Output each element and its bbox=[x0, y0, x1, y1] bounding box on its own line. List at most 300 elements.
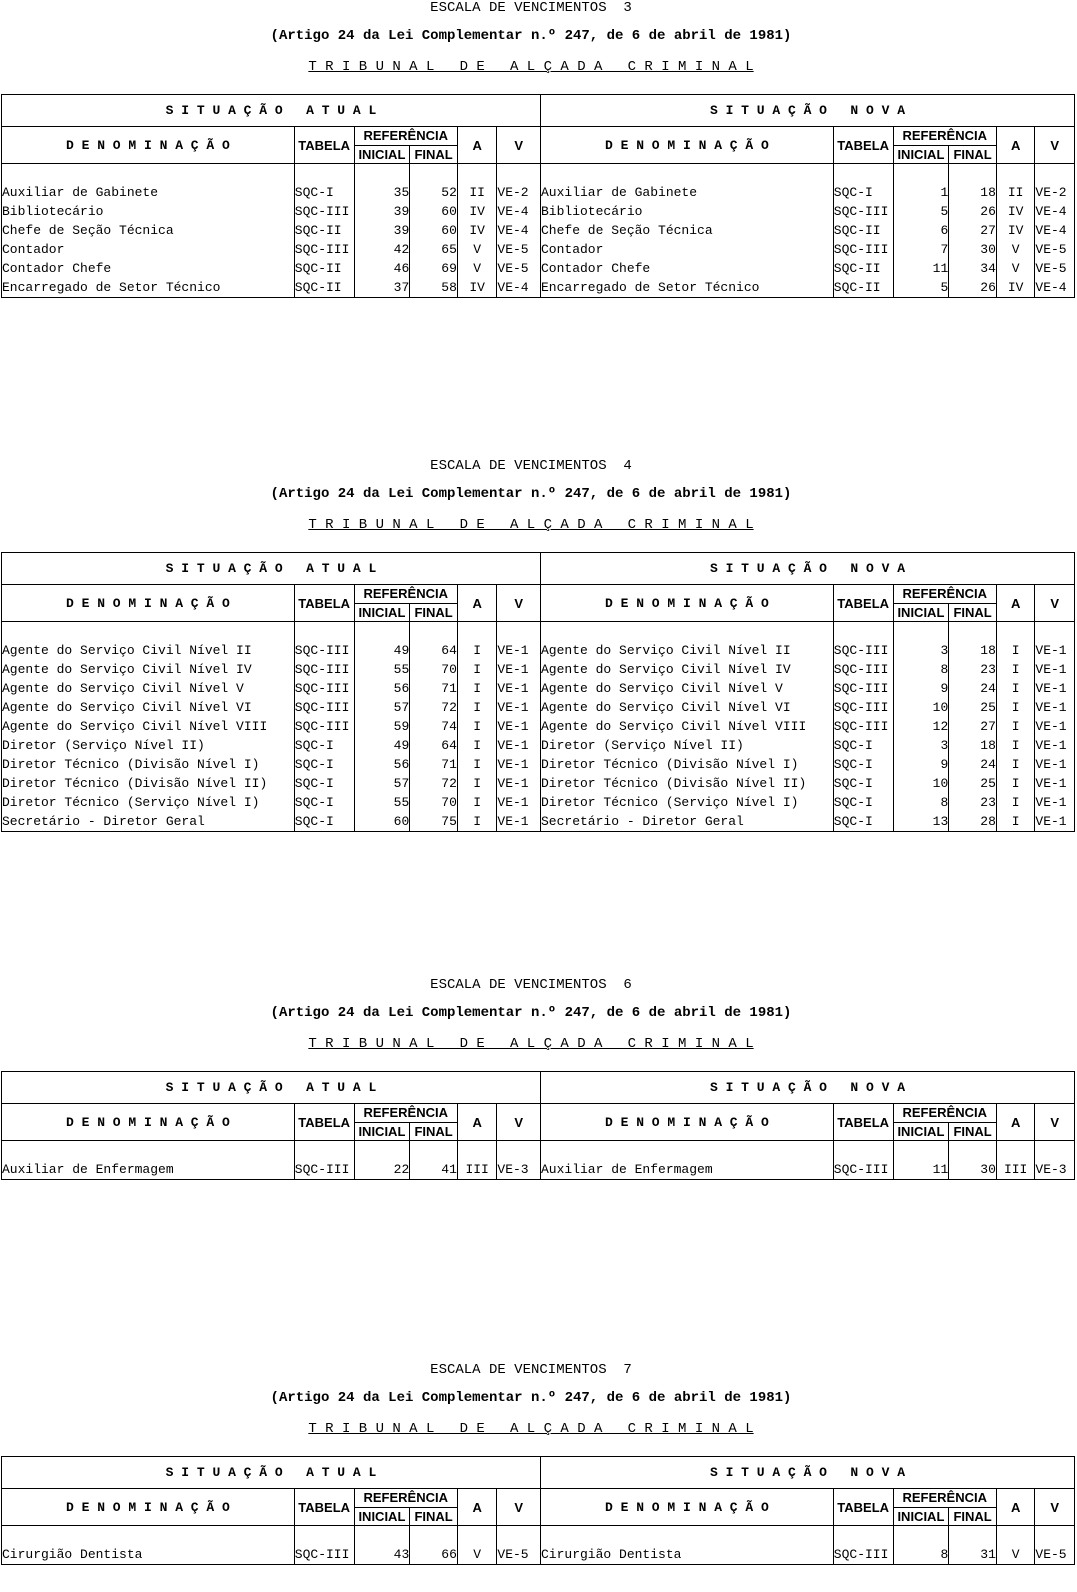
table-row bbox=[2, 793, 1075, 812]
table-spacer bbox=[2, 622, 1075, 642]
denominacao-header: D E N O M I N A Ç Ã O bbox=[2, 1104, 295, 1141]
cell-v: VE-1 bbox=[497, 660, 541, 679]
spacer-cell bbox=[294, 1526, 354, 1546]
situacao-atual-header: S I T U A Ç Ã O A T U A L bbox=[2, 553, 541, 585]
scale-title: ESCALA DE VENCIMENTOS 3 bbox=[430, 0, 632, 16]
inicial-header: INICIAL bbox=[354, 145, 410, 164]
cell-ref-final: 72 bbox=[410, 698, 458, 717]
cell-tabela: SQC-III bbox=[294, 679, 354, 698]
cell-v: VE-1 bbox=[1035, 679, 1075, 698]
cell-a: I bbox=[996, 717, 1035, 736]
law-reference: (Artigo 24 da Lei Complementar n.º 247, de 6 de abril de 1981) bbox=[270, 28, 792, 44]
cell-denominacao: Agente do Serviço Civil Nível VIII bbox=[541, 717, 834, 736]
v-header: V bbox=[497, 127, 541, 164]
cell-tabela: SQC-I bbox=[294, 736, 354, 755]
cell-denominacao: Cirurgião Dentista bbox=[541, 1545, 834, 1565]
spacer-cell bbox=[294, 164, 354, 184]
spacer-cell bbox=[410, 164, 458, 184]
cell-a: II bbox=[457, 183, 497, 202]
cell-ref-inicial: 60 bbox=[354, 812, 410, 832]
salary-table bbox=[1, 1071, 1075, 1180]
spacer-cell bbox=[2, 622, 295, 642]
cell-ref-final: 70 bbox=[410, 660, 458, 679]
cell-v: VE-4 bbox=[1035, 278, 1075, 298]
cell-denominacao: Agente do Serviço Civil Nível IV bbox=[2, 660, 295, 679]
cell-ref-final: 70 bbox=[410, 793, 458, 812]
cell-a: I bbox=[457, 717, 497, 736]
spacer-cell bbox=[457, 164, 497, 184]
denominacao-header: D E N O M I N A Ç Ã O bbox=[2, 585, 295, 622]
spacer-cell bbox=[893, 622, 949, 642]
cell-v: VE-5 bbox=[1035, 1545, 1075, 1565]
tabela-header: TABELA bbox=[294, 1489, 354, 1526]
cell-a: I bbox=[457, 755, 497, 774]
cell-v: VE-3 bbox=[497, 1160, 541, 1180]
final-header: FINAL bbox=[949, 1507, 997, 1526]
referencia-header: REFERÊNCIA bbox=[354, 1489, 457, 1508]
spacer-cell bbox=[893, 1526, 949, 1546]
spacer-cell bbox=[949, 622, 997, 642]
inicial-header: INICIAL bbox=[354, 1122, 410, 1141]
cell-denominacao: Secretário - Diretor Geral bbox=[2, 812, 295, 832]
table-row bbox=[2, 755, 1075, 774]
cell-v: VE-5 bbox=[497, 240, 541, 259]
cell-v: VE-1 bbox=[497, 736, 541, 755]
cell-tabela: SQC-II bbox=[833, 259, 893, 278]
cell-ref-final: 31 bbox=[949, 1545, 997, 1565]
cell-v: VE-1 bbox=[497, 679, 541, 698]
table-row bbox=[2, 1160, 1075, 1180]
v-header: V bbox=[1035, 1489, 1075, 1526]
spacer-cell bbox=[457, 1526, 497, 1546]
cell-tabela: SQC-I bbox=[833, 793, 893, 812]
cell-tabela: SQC-III bbox=[833, 717, 893, 736]
cell-denominacao: Agente do Serviço Civil Nível II bbox=[541, 641, 834, 660]
spacer-cell bbox=[833, 1526, 893, 1546]
referencia-header: REFERÊNCIA bbox=[354, 1104, 457, 1123]
table-row bbox=[2, 259, 1075, 278]
cell-v: VE-1 bbox=[497, 774, 541, 793]
v-header: V bbox=[497, 1104, 541, 1141]
cell-denominacao: Bibliotecário bbox=[541, 202, 834, 221]
cell-ref-final: 58 bbox=[410, 278, 458, 298]
cell-v: VE-4 bbox=[497, 221, 541, 240]
cell-v: VE-1 bbox=[497, 793, 541, 812]
inicial-header: INICIAL bbox=[354, 1507, 410, 1526]
spacer-cell bbox=[996, 1526, 1035, 1546]
cell-ref-inicial: 11 bbox=[893, 259, 949, 278]
cell-denominacao: Chefe de Seção Técnica bbox=[2, 221, 295, 240]
cell-denominacao: Diretor (Serviço Nível II) bbox=[2, 736, 295, 755]
salary-table bbox=[1, 94, 1075, 298]
cell-v: VE-5 bbox=[497, 259, 541, 278]
cell-a: IV bbox=[996, 221, 1035, 240]
cell-v: VE-1 bbox=[497, 812, 541, 832]
cell-tabela: SQC-III bbox=[833, 679, 893, 698]
cell-a: I bbox=[457, 698, 497, 717]
cell-a: II bbox=[996, 183, 1035, 202]
a-header: A bbox=[457, 127, 497, 164]
cell-ref-final: 28 bbox=[949, 812, 997, 832]
spacer-cell bbox=[410, 622, 458, 642]
cell-ref-inicial: 8 bbox=[893, 1545, 949, 1565]
cell-ref-inicial: 10 bbox=[893, 774, 949, 793]
cell-denominacao: Agente do Serviço Civil Nível VI bbox=[541, 698, 834, 717]
spacer-cell bbox=[541, 622, 834, 642]
cell-a: III bbox=[996, 1160, 1035, 1180]
spacer-cell bbox=[893, 1141, 949, 1161]
cell-ref-inicial: 39 bbox=[354, 202, 410, 221]
cell-v: VE-1 bbox=[497, 641, 541, 660]
cell-v: VE-1 bbox=[1035, 774, 1075, 793]
cell-denominacao: Auxiliar de Gabinete bbox=[541, 183, 834, 202]
cell-denominacao: Diretor (Serviço Nível II) bbox=[541, 736, 834, 755]
cell-ref-final: 23 bbox=[949, 793, 997, 812]
cell-ref-final: 18 bbox=[949, 641, 997, 660]
cell-a: I bbox=[996, 736, 1035, 755]
cell-denominacao: Agente do Serviço Civil Nível V bbox=[2, 679, 295, 698]
tabela-header: TABELA bbox=[833, 127, 893, 164]
v-header: V bbox=[497, 1489, 541, 1526]
cell-ref-final: 23 bbox=[949, 660, 997, 679]
cell-a: I bbox=[457, 774, 497, 793]
salary-table bbox=[1, 1456, 1075, 1565]
cell-denominacao: Auxiliar de Enfermagem bbox=[541, 1160, 834, 1180]
cell-v: VE-1 bbox=[497, 717, 541, 736]
cell-ref-final: 71 bbox=[410, 755, 458, 774]
spacer-cell bbox=[541, 164, 834, 184]
cell-ref-final: 71 bbox=[410, 679, 458, 698]
cell-ref-final: 60 bbox=[410, 202, 458, 221]
cell-tabela: SQC-I bbox=[833, 774, 893, 793]
spacer-cell bbox=[541, 1141, 834, 1161]
table-row bbox=[2, 278, 1075, 298]
cell-tabela: SQC-III bbox=[833, 240, 893, 259]
cell-ref-final: 64 bbox=[410, 736, 458, 755]
spacer-cell bbox=[833, 1141, 893, 1161]
court-name: T R I B U N A L D E A L Ç A D A C R I M I N A L bbox=[308, 1421, 754, 1437]
cell-ref-final: 27 bbox=[949, 221, 997, 240]
a-header: A bbox=[996, 1104, 1035, 1141]
spacer-cell bbox=[294, 1141, 354, 1161]
spacer-cell bbox=[354, 1141, 410, 1161]
cell-tabela: SQC-I bbox=[833, 736, 893, 755]
cell-a: I bbox=[457, 736, 497, 755]
cell-tabela: SQC-I bbox=[833, 183, 893, 202]
cell-denominacao: Agente do Serviço Civil Nível VIII bbox=[2, 717, 295, 736]
final-header: FINAL bbox=[410, 1122, 458, 1141]
final-header: FINAL bbox=[949, 603, 997, 622]
spacer-cell bbox=[949, 164, 997, 184]
table-row bbox=[2, 240, 1075, 259]
cell-ref-inicial: 9 bbox=[893, 755, 949, 774]
spacer-cell bbox=[2, 164, 295, 184]
cell-denominacao: Agente do Serviço Civil Nível IV bbox=[541, 660, 834, 679]
cell-ref-inicial: 49 bbox=[354, 641, 410, 660]
cell-ref-inicial: 22 bbox=[354, 1160, 410, 1180]
cell-a: I bbox=[457, 660, 497, 679]
cell-ref-inicial: 7 bbox=[893, 240, 949, 259]
situacao-nova-header: S I T U A Ç Ã O N O V A bbox=[541, 1457, 1075, 1489]
cell-ref-inicial: 59 bbox=[354, 717, 410, 736]
cell-ref-final: 18 bbox=[949, 183, 997, 202]
v-header: V bbox=[1035, 127, 1075, 164]
cell-a: IV bbox=[457, 278, 497, 298]
cell-denominacao: Secretário - Diretor Geral bbox=[541, 812, 834, 832]
cell-tabela: SQC-II bbox=[294, 278, 354, 298]
cell-denominacao: Auxiliar de Gabinete bbox=[2, 183, 295, 202]
cell-a: V bbox=[996, 1545, 1035, 1565]
cell-denominacao: Diretor Técnico (Serviço Nível I) bbox=[2, 793, 295, 812]
cell-tabela: SQC-I bbox=[294, 793, 354, 812]
spacer-cell bbox=[354, 622, 410, 642]
cell-denominacao: Agente do Serviço Civil Nível V bbox=[541, 679, 834, 698]
cell-ref-inicial: 3 bbox=[893, 641, 949, 660]
spacer-cell bbox=[2, 1141, 295, 1161]
cell-ref-final: 64 bbox=[410, 641, 458, 660]
denominacao-header: D E N O M I N A Ç Ã O bbox=[541, 585, 834, 622]
cell-a: I bbox=[996, 698, 1035, 717]
spacer-cell bbox=[996, 1141, 1035, 1161]
denominacao-header: D E N O M I N A Ç Ã O bbox=[2, 127, 295, 164]
tabela-header: TABELA bbox=[833, 1104, 893, 1141]
referencia-header: REFERÊNCIA bbox=[893, 1489, 996, 1508]
cell-a: V bbox=[996, 259, 1035, 278]
cell-v: VE-1 bbox=[1035, 755, 1075, 774]
cell-ref-final: 69 bbox=[410, 259, 458, 278]
spacer-cell bbox=[497, 622, 541, 642]
cell-tabela: SQC-I bbox=[833, 755, 893, 774]
cell-denominacao: Contador Chefe bbox=[2, 259, 295, 278]
cell-v: VE-1 bbox=[1035, 736, 1075, 755]
cell-a: V bbox=[996, 240, 1035, 259]
cell-tabela: SQC-I bbox=[294, 812, 354, 832]
cell-tabela: SQC-I bbox=[294, 774, 354, 793]
scale-title: ESCALA DE VENCIMENTOS 7 bbox=[430, 1362, 632, 1378]
spacer-cell bbox=[354, 1526, 410, 1546]
cell-ref-final: 30 bbox=[949, 1160, 997, 1180]
denominacao-header: D E N O M I N A Ç Ã O bbox=[541, 1104, 834, 1141]
table-row bbox=[2, 641, 1075, 660]
cell-a: I bbox=[996, 774, 1035, 793]
cell-a: V bbox=[457, 240, 497, 259]
table-row bbox=[2, 183, 1075, 202]
cell-ref-final: 66 bbox=[410, 1545, 458, 1565]
cell-ref-inicial: 6 bbox=[893, 221, 949, 240]
tabela-header: TABELA bbox=[833, 1489, 893, 1526]
cell-tabela: SQC-III bbox=[833, 1545, 893, 1565]
cell-a: I bbox=[457, 679, 497, 698]
v-header: V bbox=[1035, 585, 1075, 622]
cell-denominacao: Contador bbox=[2, 240, 295, 259]
cell-ref-final: 25 bbox=[949, 698, 997, 717]
spacer-cell bbox=[1035, 1141, 1075, 1161]
cell-tabela: SQC-III bbox=[833, 202, 893, 221]
table-row bbox=[2, 812, 1075, 832]
cell-ref-final: 41 bbox=[410, 1160, 458, 1180]
cell-tabela: SQC-III bbox=[294, 641, 354, 660]
inicial-header: INICIAL bbox=[354, 603, 410, 622]
cell-v: VE-1 bbox=[1035, 660, 1075, 679]
cell-ref-inicial: 3 bbox=[893, 736, 949, 755]
cell-v: VE-4 bbox=[1035, 221, 1075, 240]
spacer-cell bbox=[410, 1526, 458, 1546]
cell-ref-final: 24 bbox=[949, 679, 997, 698]
cell-a: I bbox=[996, 755, 1035, 774]
cell-tabela: SQC-I bbox=[294, 183, 354, 202]
cell-ref-inicial: 57 bbox=[354, 774, 410, 793]
cell-tabela: SQC-II bbox=[833, 278, 893, 298]
cell-denominacao: Auxiliar de Enfermagem bbox=[2, 1160, 295, 1180]
cell-v: VE-1 bbox=[497, 698, 541, 717]
cell-a: V bbox=[457, 259, 497, 278]
table-row bbox=[2, 1545, 1075, 1565]
cell-v: VE-2 bbox=[497, 183, 541, 202]
cell-denominacao: Contador Chefe bbox=[541, 259, 834, 278]
cell-a: IV bbox=[996, 202, 1035, 221]
cell-ref-final: 65 bbox=[410, 240, 458, 259]
spacer-cell bbox=[833, 622, 893, 642]
cell-v: VE-1 bbox=[1035, 717, 1075, 736]
cell-ref-inicial: 11 bbox=[893, 1160, 949, 1180]
final-header: FINAL bbox=[410, 603, 458, 622]
cell-a: I bbox=[996, 793, 1035, 812]
spacer-cell bbox=[949, 1141, 997, 1161]
spacer-cell bbox=[457, 1141, 497, 1161]
cell-tabela: SQC-III bbox=[294, 698, 354, 717]
table-row bbox=[2, 660, 1075, 679]
tabela-header: TABELA bbox=[833, 585, 893, 622]
cell-v: VE-5 bbox=[1035, 259, 1075, 278]
cell-ref-inicial: 10 bbox=[893, 698, 949, 717]
cell-tabela: SQC-III bbox=[294, 240, 354, 259]
cell-ref-final: 30 bbox=[949, 240, 997, 259]
cell-ref-final: 75 bbox=[410, 812, 458, 832]
cell-v: VE-4 bbox=[1035, 202, 1075, 221]
cell-tabela: SQC-III bbox=[833, 641, 893, 660]
cell-a: I bbox=[996, 660, 1035, 679]
inicial-header: INICIAL bbox=[893, 603, 949, 622]
cell-denominacao: Diretor Técnico (Divisão Nível I) bbox=[541, 755, 834, 774]
cell-ref-inicial: 8 bbox=[893, 660, 949, 679]
cell-tabela: SQC-III bbox=[294, 717, 354, 736]
cell-a: I bbox=[457, 812, 497, 832]
cell-ref-final: 60 bbox=[410, 221, 458, 240]
spacer-cell bbox=[1035, 1526, 1075, 1546]
cell-denominacao: Cirurgião Dentista bbox=[2, 1545, 295, 1565]
cell-a: I bbox=[996, 679, 1035, 698]
spacer-cell bbox=[294, 622, 354, 642]
table-row bbox=[2, 774, 1075, 793]
cell-tabela: SQC-I bbox=[294, 755, 354, 774]
spacer-cell bbox=[457, 622, 497, 642]
a-header: A bbox=[457, 1489, 497, 1526]
cell-a: IV bbox=[457, 202, 497, 221]
cell-tabela: SQC-II bbox=[833, 221, 893, 240]
table-row bbox=[2, 736, 1075, 755]
spacer-cell bbox=[354, 164, 410, 184]
denominacao-header: D E N O M I N A Ç Ã O bbox=[541, 1489, 834, 1526]
cell-ref-inicial: 55 bbox=[354, 793, 410, 812]
cell-tabela: SQC-III bbox=[833, 1160, 893, 1180]
table-spacer bbox=[2, 1141, 1075, 1161]
cell-ref-inicial: 55 bbox=[354, 660, 410, 679]
final-header: FINAL bbox=[410, 145, 458, 164]
cell-v: VE-1 bbox=[1035, 698, 1075, 717]
cell-denominacao: Contador bbox=[541, 240, 834, 259]
cell-ref-inicial: 1 bbox=[893, 183, 949, 202]
cell-ref-inicial: 8 bbox=[893, 793, 949, 812]
cell-a: III bbox=[457, 1160, 497, 1180]
cell-ref-inicial: 56 bbox=[354, 679, 410, 698]
cell-ref-final: 52 bbox=[410, 183, 458, 202]
cell-a: IV bbox=[996, 278, 1035, 298]
court-name: T R I B U N A L D E A L Ç A D A C R I M I N A L bbox=[308, 1036, 754, 1052]
referencia-header: REFERÊNCIA bbox=[893, 127, 996, 146]
cell-a: IV bbox=[457, 221, 497, 240]
cell-tabela: SQC-II bbox=[294, 259, 354, 278]
tabela-header: TABELA bbox=[294, 585, 354, 622]
cell-tabela: SQC-III bbox=[833, 660, 893, 679]
referencia-header: REFERÊNCIA bbox=[354, 127, 457, 146]
scale-title: ESCALA DE VENCIMENTOS 6 bbox=[430, 977, 632, 993]
cell-denominacao: Diretor Técnico (Serviço Nível I) bbox=[541, 793, 834, 812]
cell-ref-inicial: 37 bbox=[354, 278, 410, 298]
spacer-cell bbox=[949, 1526, 997, 1546]
a-header: A bbox=[996, 127, 1035, 164]
spacer-cell bbox=[497, 1141, 541, 1161]
cell-a: I bbox=[457, 793, 497, 812]
cell-v: VE-5 bbox=[1035, 240, 1075, 259]
cell-ref-inicial: 39 bbox=[354, 221, 410, 240]
cell-ref-final: 24 bbox=[949, 755, 997, 774]
table-row bbox=[2, 202, 1075, 221]
inicial-header: INICIAL bbox=[893, 1507, 949, 1526]
table-row bbox=[2, 698, 1075, 717]
cell-ref-inicial: 12 bbox=[893, 717, 949, 736]
table-row bbox=[2, 679, 1075, 698]
cell-ref-final: 18 bbox=[949, 736, 997, 755]
cell-denominacao: Diretor Técnico (Divisão Nível I) bbox=[2, 755, 295, 774]
cell-ref-final: 74 bbox=[410, 717, 458, 736]
cell-a: I bbox=[457, 641, 497, 660]
court-name: T R I B U N A L D E A L Ç A D A C R I M I N A L bbox=[308, 59, 754, 75]
cell-tabela: SQC-III bbox=[294, 1545, 354, 1565]
final-header: FINAL bbox=[949, 145, 997, 164]
cell-ref-inicial: 57 bbox=[354, 698, 410, 717]
cell-denominacao: Agente do Serviço Civil Nível II bbox=[2, 641, 295, 660]
cell-ref-final: 25 bbox=[949, 774, 997, 793]
cell-v: VE-2 bbox=[1035, 183, 1075, 202]
cell-denominacao: Chefe de Seção Técnica bbox=[541, 221, 834, 240]
cell-a: V bbox=[457, 1545, 497, 1565]
cell-v: VE-5 bbox=[497, 1545, 541, 1565]
cell-ref-inicial: 56 bbox=[354, 755, 410, 774]
cell-denominacao: Encarregado de Setor Técnico bbox=[2, 278, 295, 298]
v-header: V bbox=[1035, 1104, 1075, 1141]
law-reference: (Artigo 24 da Lei Complementar n.º 247, de 6 de abril de 1981) bbox=[270, 1005, 792, 1021]
a-header: A bbox=[996, 585, 1035, 622]
table-spacer bbox=[2, 164, 1075, 184]
cell-ref-inicial: 9 bbox=[893, 679, 949, 698]
cell-v: VE-3 bbox=[1035, 1160, 1075, 1180]
situacao-nova-header: S I T U A Ç Ã O N O V A bbox=[541, 1072, 1075, 1104]
spacer-cell bbox=[497, 164, 541, 184]
situacao-atual-header: S I T U A Ç Ã O A T U A L bbox=[2, 1072, 541, 1104]
cell-ref-inicial: 49 bbox=[354, 736, 410, 755]
cell-v: VE-1 bbox=[1035, 812, 1075, 832]
cell-tabela: SQC-II bbox=[294, 221, 354, 240]
